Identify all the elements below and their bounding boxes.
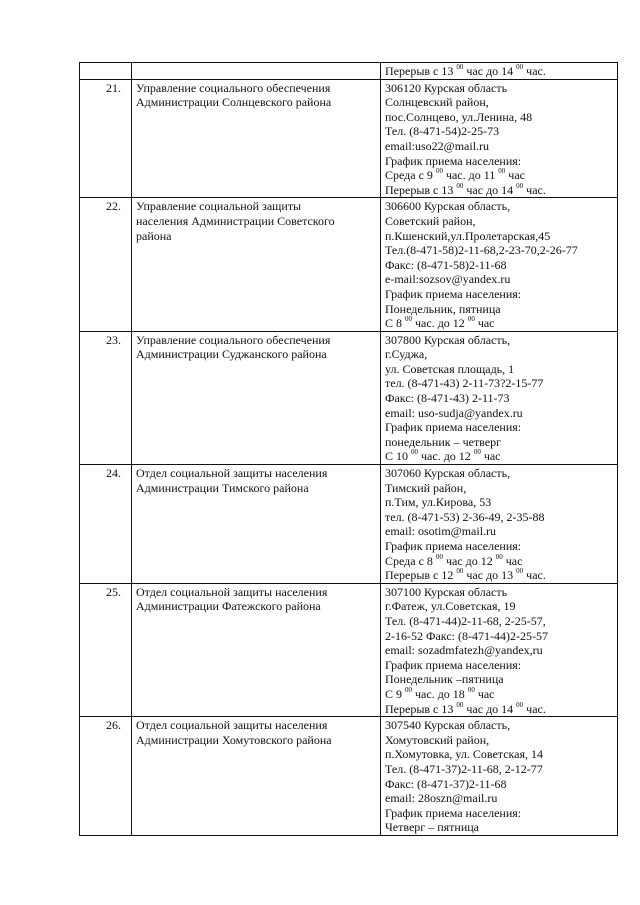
contact-line: email: sozadmfatezh@yandex,ru	[385, 643, 543, 658]
table-row	[80, 465, 618, 584]
contact-line: e-mail:sozsov@yandex.ru	[385, 272, 511, 287]
contact-line: Факс: (8-471-37)2-11-68	[385, 776, 507, 791]
row-number: 24.	[80, 465, 132, 584]
office-contact-cell	[381, 63, 618, 80]
table-row	[80, 717, 618, 836]
office-name-line: Администрации Фатежского района	[136, 599, 321, 614]
office-name-line: населения Администрации Советского	[136, 213, 335, 228]
contact-line: пос.Солнцево, ул.Ленина, 48	[385, 109, 533, 124]
contact-line: п.Хомутовка, ул. Советская, 14	[385, 747, 544, 762]
contact-line: тел. (8-471-43) 2-11-73?2-15-77	[385, 376, 544, 391]
row-number: 21.	[80, 79, 132, 198]
contact-line: 2-16-52 Факс: (8-471-44)2-25-57	[385, 628, 548, 643]
contact-line: 307800 Курская область,	[385, 332, 511, 347]
contact-line: С 9 $^{00}$ час. до 18 $^{00}$ час	[385, 685, 495, 701]
contact-line: Перерыв с 13 $^{00}$ час до 14 $^{00}$ час.	[385, 700, 546, 716]
office-contact-cell	[381, 331, 618, 464]
office-name-line: Управление социальной защиты	[136, 199, 302, 214]
row-number: 23.	[80, 331, 132, 464]
office-name-cell	[132, 79, 381, 198]
contact-line: С 10 $^{00}$ час. до 12 $^{00}$ час	[385, 448, 501, 464]
row-number: 22.	[80, 198, 132, 331]
table-row	[80, 198, 618, 331]
contact-line: тел. (8-471-53) 2-36-49, 2-35-88	[385, 509, 545, 524]
contact-line: Перерыв с 13 $^{00}$ час до 14 $^{00}$ час.	[385, 181, 546, 197]
row-number: 25.	[80, 583, 132, 716]
contact-line: Тел.(8-471-58)2-11-68,2-23-70,2-26-77	[385, 243, 578, 258]
office-contact-cell	[381, 465, 618, 584]
contact-line: г.Суджа,	[385, 347, 428, 362]
contact-line: Четверг – пятница	[385, 820, 479, 835]
table-row	[80, 79, 618, 198]
office-name-line: Отдел социальной защиты населения	[136, 466, 328, 481]
offices-table	[79, 62, 618, 836]
contact-line: г.Фатеж, ул.Советская, 19	[385, 599, 516, 614]
contact-line: Понедельник –пятница	[385, 672, 504, 687]
contact-line: п.Тим, ул.Кирова, 53	[385, 495, 492, 510]
office-name-cell	[132, 465, 381, 584]
office-name-line: Управление социального обеспечения	[136, 80, 331, 95]
contact-line: email: 28oszn@mail.ru	[385, 791, 498, 806]
contact-line: Солнцевский район,	[385, 95, 489, 110]
contact-line: понедельник – четверг	[385, 434, 502, 449]
contact-line: Факс: (8-471-43) 2-11-73	[385, 391, 510, 406]
office-name-cell	[132, 717, 381, 836]
row-number	[80, 63, 132, 80]
contact-line: email: uso-sudja@yandex.ru	[385, 405, 523, 420]
contact-line: Перерыв с 13 $^{00}$ час до 14 $^{00}$ час.	[385, 63, 546, 78]
contact-line: Среда с 9 $^{00}$ час. до 11 $^{00}$ час	[385, 167, 525, 183]
contact-line: Перерыв с 12 $^{00}$ час до 13 $^{00}$ час.	[385, 567, 546, 583]
contact-line: Понедельник, пятница	[385, 301, 501, 316]
contact-line: Тел. (8-471-37)2-11-68, 2-12-77	[385, 761, 543, 776]
office-name-line: Администрации Тимского района	[136, 480, 309, 495]
contact-line: Тел. (8-471-54)2-25-73	[385, 124, 500, 139]
office-contact-cell	[381, 79, 618, 198]
office-name-line: Администрации Суджанского района	[136, 347, 327, 362]
office-name-cell	[132, 198, 381, 331]
contact-line: График приема населения:	[385, 420, 522, 435]
contact-line: График приема населения:	[385, 805, 522, 820]
contact-line: 306120 Курская область	[385, 80, 508, 95]
office-contact-cell	[381, 198, 618, 331]
contact-line: 307540 Курская область,	[385, 718, 511, 733]
table-row	[80, 331, 618, 464]
row-number: 26.	[80, 717, 132, 836]
contact-line: п.Кшенский,ул.Пролетарская,45	[385, 228, 551, 243]
office-name-line: Отдел социальной защиты населения	[136, 584, 328, 599]
contact-line: 307100 Курская область	[385, 584, 508, 599]
table-row	[80, 583, 618, 716]
contact-line: Тимский район,	[385, 480, 467, 495]
contact-line: График приема населения:	[385, 286, 522, 301]
contact-line: Факс: (8-471-58)2-11-68	[385, 257, 507, 272]
contact-line: Советский район,	[385, 213, 476, 228]
contact-line: С 8 $^{00}$ час. до 12 $^{00}$ час	[385, 315, 495, 331]
contact-line: ул. Советская площадь, 1	[385, 361, 515, 376]
offices-table-body	[80, 63, 618, 836]
contact-line: График приема населения:	[385, 153, 522, 168]
contact-line: График приема населения:	[385, 539, 522, 553]
contact-line: График приема населения:	[385, 657, 522, 672]
contact-line: 307060 Курская область,	[385, 466, 511, 481]
office-name-line: Администрации Хомутовского района	[136, 732, 332, 747]
office-name-cell	[132, 583, 381, 716]
contact-line: email:uso22@mail.ru	[385, 138, 490, 153]
office-name-line: Управление социального обеспечения	[136, 332, 331, 347]
contact-line: Хомутовский район,	[385, 732, 490, 747]
office-name-line: Отдел социальной защиты населения	[136, 718, 328, 733]
office-name-cell	[132, 331, 381, 464]
office-name-line: Администрации Солнцевского района	[136, 95, 332, 110]
office-contact-cell	[381, 583, 618, 716]
table-row	[80, 63, 618, 80]
contact-line: 306600 Курская область,	[385, 199, 511, 214]
office-contact-cell	[381, 717, 618, 836]
contact-line: email: osotim@mail.ru	[385, 524, 497, 539]
contact-line: Среда с 8 $^{00}$ час до 12 $^{00}$ час	[385, 552, 523, 568]
office-name-line: района	[136, 228, 172, 243]
office-name-cell	[132, 63, 381, 80]
contact-line: Тел. (8-471-44)2-11-68, 2-25-57,	[385, 613, 546, 628]
